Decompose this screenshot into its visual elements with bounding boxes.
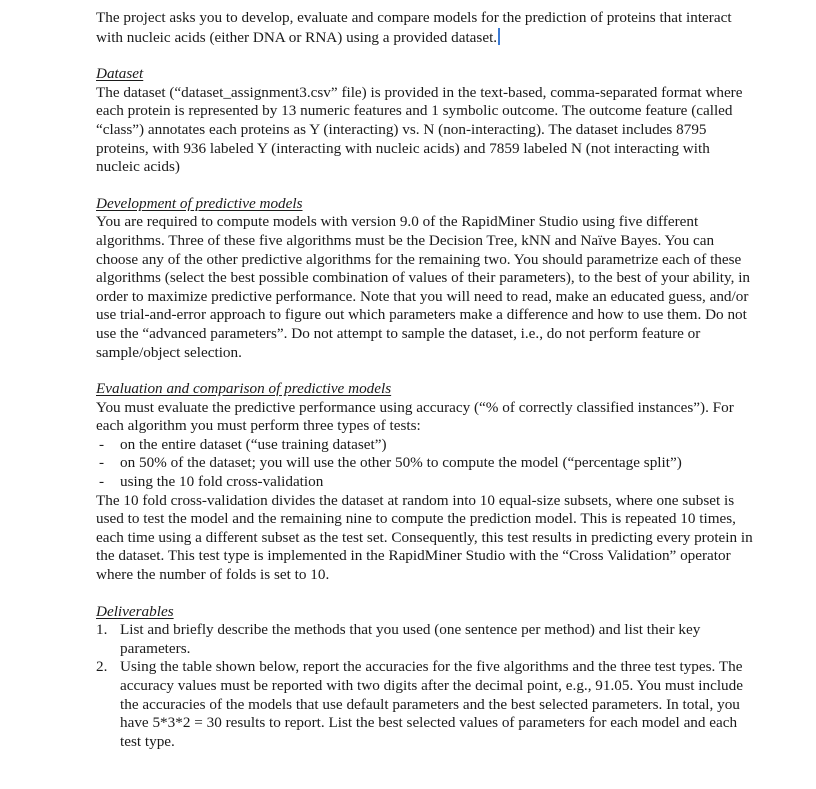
development-body: You are required to compute models with version 9.0 of the RapidMiner Studio using five different algorithms. Three of these five algorithms must be the Decision Tree, kNN and Naïve Bayes. You can choose any of the other predictive algorithms for the remaining two. You should parametrize each of these algorithms (select the best possible combination of values of their parameters), to the best of your ability, in order to maximize predictive performance. Note that you will need to read, make an educated guess, and/or use trial-and-error approach to figure out which parameters make a difference and how to use them. Do not use the “advanced parameters”. Do not attempt to sample the dataset, i.e., do not perform feature or sample/object selection. <box>96 213 751 361</box>
evaluation-intro: You must evaluate the predictive performance using accuracy (“% of correctly classified instances”). For each algorithm you must perform three types of tests: <box>96 398 734 435</box>
list-item-text: on 50% of the dataset; you will use the other 50% to compute the model (“percentage split”) <box>120 454 682 472</box>
deliverables-list <box>96 621 756 751</box>
list-item <box>96 436 756 455</box>
evaluation-body: The 10 fold cross-validation divides the dataset at random into 10 equal-size subsets, where one subset is used to test the model and the remaining nine to compute the prediction model. This is repeated 10 times, each time using a different subset as the test set. Consequently, this test results in predicting every protein in the dataset. This test type is implemented in the RapidMiner Studio with the “Cross Validation” operator where the number of folds is set to 10. <box>96 491 753 584</box>
list-marker: - <box>99 473 105 491</box>
list-item <box>96 473 756 492</box>
deliverables-heading: Deliverables <box>96 602 174 620</box>
evaluation-section <box>96 380 756 585</box>
list-number: 1. <box>96 621 108 639</box>
dataset-section <box>96 65 756 177</box>
intro-text: The project asks you to develop, evaluate and compare models for the prediction of proteins that interact with nucleic acids (either DNA or RNA) using a provided dataset. <box>96 9 732 46</box>
list-marker: - <box>99 454 105 472</box>
dataset-heading: Dataset <box>96 65 144 83</box>
list-marker: - <box>99 435 105 453</box>
list-item-text: using the 10 fold cross-validation <box>120 473 324 491</box>
intro-paragraph <box>96 9 756 47</box>
test-type-list <box>96 436 756 492</box>
list-item-text: List and briefly describe the methods that you used (one sentence per method) and list their key parameters. <box>120 621 701 657</box>
list-item <box>96 658 756 751</box>
document-page <box>96 9 756 751</box>
list-item <box>96 454 756 473</box>
dataset-body: The dataset (“dataset_assignment3.csv” file) is provided in the text-based, comma-separated format where each protein is represented by 13 numeric features and 1 symbolic outcome. The outcome feature (called “class”) annotates each proteins as Y (interacting) vs. N (non-interacting). The dataset includes 8795 proteins, with 936 labeled Y (interacting with nucleic acids) and 7859 labeled N (not interacting with nucleic acids) <box>96 83 743 176</box>
list-item <box>96 621 756 658</box>
development-section <box>96 195 756 362</box>
deliverables-section <box>96 603 756 752</box>
evaluation-heading: Evaluation and comparison of predictive models <box>96 380 392 398</box>
list-item-text: on the entire dataset (“use training dataset”) <box>120 435 387 453</box>
development-heading: Development of predictive models <box>96 194 303 212</box>
text-cursor <box>498 28 500 45</box>
list-item-text: Using the table shown below, report the accuracies for the five algorithms and the three test types. The accuracy values must be reported with two digits after the decimal point, e.g., 91.05. You must include the accuracies of the models that use default parameters and the best selected parameters. In total, you have 5*3*2 = 30 results to report. List the best selected values of parameters for each model and each test type. <box>120 658 743 750</box>
list-number: 2. <box>96 658 108 676</box>
